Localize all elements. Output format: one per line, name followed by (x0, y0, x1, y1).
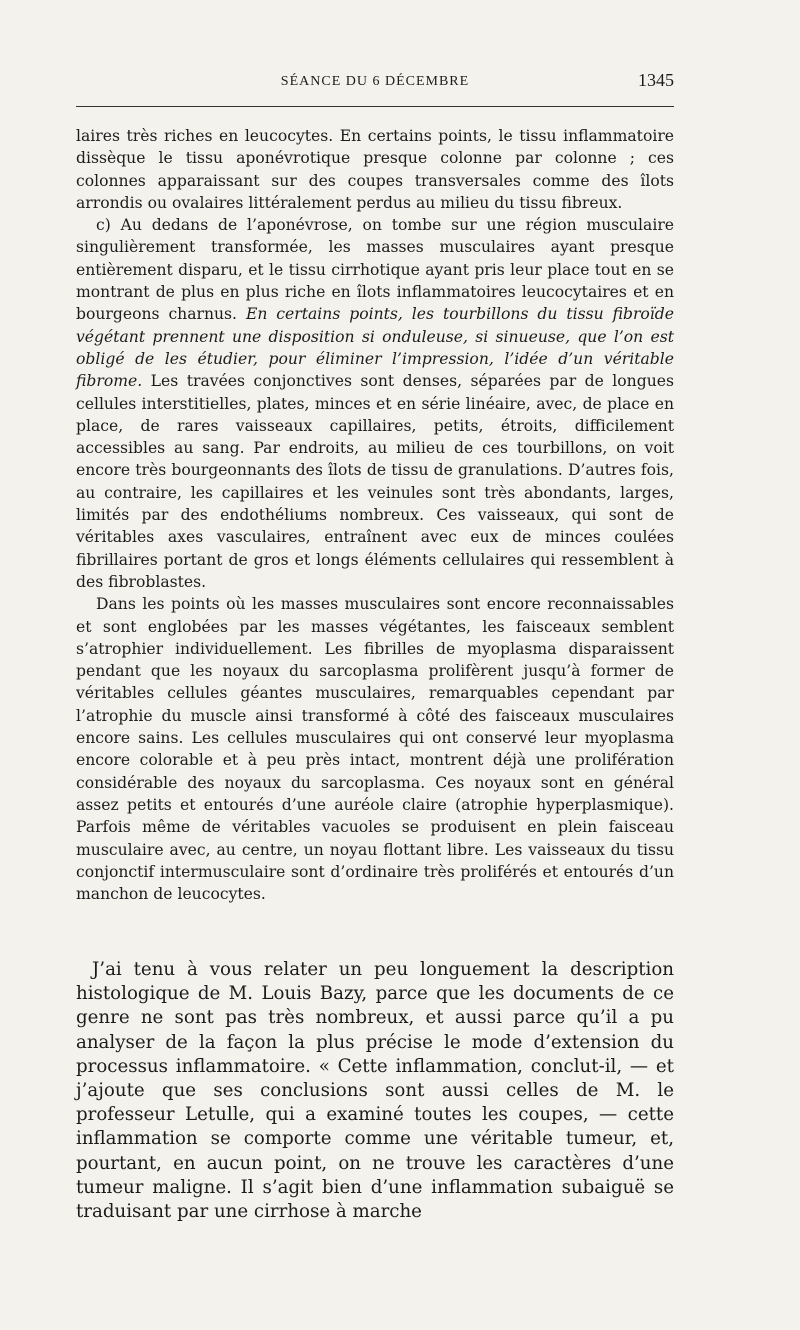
paragraph-c-end: Les travées conjonctives sont denses, séparées par de longues cellules interstitielles, plates, minces et en série linéaire, avec, de place en place, de rares vaisseaux capillaires, petits, étroits, difficilement accessibles au sang. Par endroits, au milieu de ces tourbillons, on voit encore très bourgeonnants des îlots de tissu de granulations. D’autres fois, au contraire, les capillaires et les veinules sont très abondants, larges, limités par des endothéliums nombreux. Ces vaisseaux, qui sont de véritables axes vasculaires, entraînent avec eux de minces coulées fibrillaires portant de gros et longs éléments cellulaires qui ressemblent à des fibroblastes. (76, 372, 674, 591)
page-header (76, 70, 674, 94)
small-print-section (76, 125, 674, 905)
header-rule (76, 106, 674, 107)
paragraph-c (76, 214, 674, 593)
running-title: SÉANCE DU 6 DÉCEMBRE (280, 74, 470, 89)
paragraph-c-italic: En certains points, les tourbillons du tissu fibroïde végétant prennent une disposition si onduleuse, si sinueuse, que l’on est obligé de les étudier, pour éliminer l’impression, l’idée d’un véritable fibrome. (76, 305, 675, 391)
paragraph-main: J’ai tenu à vous relater un peu longuement la description histologique de M. Louis Bazy, parce que les documents de ce genre ne sont pas très nombreux, et aussi parce qu’il a pu analyser de la façon la plus précise le mode d’extension du processus inflammatoire. « Cette inflammation, conclut-il, — et j’ajoute que ses conclusions sont aussi celles de M. le professeur Letulle, qui a examiné toutes les coupes, — cette inflammation se comporte comme une véritable tumeur, et, pourtant, en aucun point, on ne trouve les caractères d’une tumeur maligne. Il s’agit bien d’une inflammation subaiguë se traduisant par une cirrhose à marche (76, 959, 674, 1223)
page-number: 1345 (638, 70, 674, 90)
paragraph-muscle: Dans les points où les masses musculaires sont encore reconnaissables et sont englobées par les masses végétantes, les faisceaux semblent s’atrophier individuellement. Les fibrilles de myoplasma disparaissent pendant que les noyaux du sarcoplasma prolifèrent jusqu’à former de véritables cellules géantes musculaires, remarquables cependant par l’atrophie du muscle ainsi transformé à côté des faisceaux musculaires encore sains. Les cellules musculaires qui ont conservé leur myoplasma encore colorable et à peu près intact, montrent déjà une prolifération considérable des noyaux du sarcoplasma. Ces noyaux sont en général assez petits et entourés d’une auréole claire (atrophie hyperplasmique). Parfois même de véritables vacuoles se produisent en plein faisceau musculaire avec, au centre, un noyau flottant libre. Les vaisseaux du tissu conjonctif intermusculaire sont d’ordinaire très proliférés et entourés d’un manchon de leucocytes. (76, 595, 674, 904)
paragraph-continued: laires très riches en leucocytes. En certains points, le tissu inflammatoire dissèque le tissu aponévrotique presque colonne par colonne ; ces colonnes apparaissant sur des coupes transversales comme des îlots arrondis ou ovalaires littéralement perdus au milieu du tissu fibreux. (76, 127, 674, 212)
main-text-section (76, 958, 674, 1224)
paragraph-c-start: c) Au dedans de l’aponévrose, on tombe sur une région musculaire singulièrement transformée, les masses musculaires ayant presque entièrement disparu, et le tissu cirrhotique ayant pris leur place tout en se montrant de plus en plus riche en îlots inflammatoires leucocytaires et en bourgeons charnus. (76, 216, 674, 324)
